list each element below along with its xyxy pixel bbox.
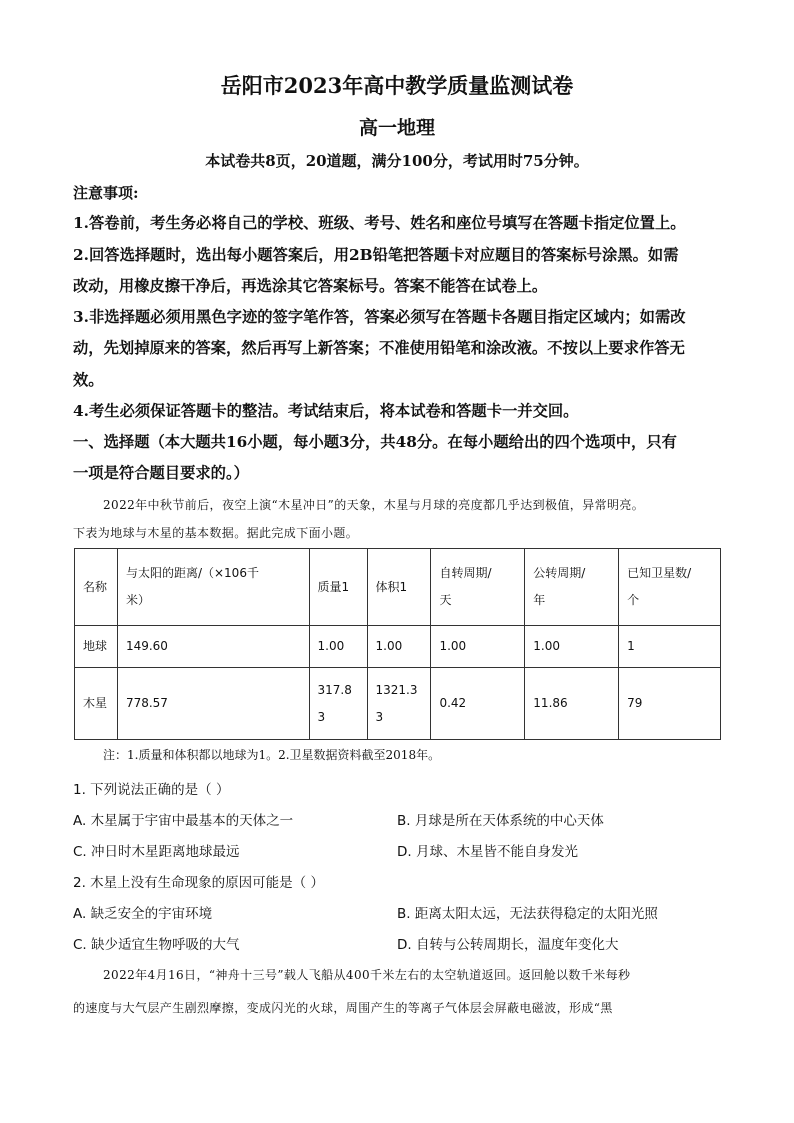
notice-line: 1.答卷前，考生务必将自己的学校、班级、考号、姓名和座位号填写在答题卡指定位置上。: [73, 214, 686, 232]
table-cell: 地球: [75, 626, 118, 668]
table-header-row: [75, 549, 721, 626]
table-cell: 79: [619, 668, 721, 740]
exam-title: 岳阳市2023年高中教学质量监测试卷: [220, 73, 574, 98]
option-a: A. 木星属于宇宙中最基本的天体之一: [73, 813, 294, 829]
table-cell: 778.57: [117, 668, 309, 740]
table-cell: 0.42: [431, 668, 525, 740]
notice-line: 效。: [73, 371, 104, 389]
table-cell: 11.86: [525, 668, 619, 740]
table-cell: 木星: [75, 668, 118, 740]
table-cell: 149.60: [117, 626, 309, 668]
table-note: 注：1.质量和体积都以地球为1。2.卫星数据资料截至2018年。: [103, 748, 441, 762]
planet-data-table: [74, 548, 721, 740]
notice-line: 4.考生必须保证答题卡的整洁。考试结束后，将本试卷和答题卡一并交回。: [73, 402, 579, 420]
option-d: D. 月球、木星皆不能自身发光: [397, 844, 578, 860]
option-a: A. 缺乏安全的宇宙环境: [73, 906, 213, 922]
passage-line: 2022年中秋节前后，夜空上演“木星冲日”的天象，木星与月球的亮度都几乎达到极值，异常明亮。: [103, 498, 645, 512]
question-stem: 2. 木星上没有生命现象的原因可能是（ ）: [73, 875, 324, 891]
table-row: [75, 668, 721, 740]
table-row: [75, 626, 721, 668]
section-heading: 一、选择题（本大题共16小题，每小题3分，共48分。在每小题给出的四个选项中，只有: [73, 433, 677, 451]
exam-info: 本试卷共8页，20道题，满分100分，考试用时75分钟。: [205, 152, 589, 170]
header-cell: 体积1: [367, 549, 431, 626]
option-c: C. 冲日时木星距离地球最远: [73, 844, 240, 860]
table-cell: 1.00: [367, 626, 431, 668]
header-cell: 名称: [75, 549, 118, 626]
header-cell: 与太阳的距离/（×106千 米）: [117, 549, 309, 626]
table-cell: 317.8 3: [309, 668, 367, 740]
passage-line: 的速度与大气层产生剧烈摩擦，变成闪光的火球，周围产生的等离子气体层会屏蔽电磁波，形成“黑: [73, 1001, 613, 1015]
notice-line: 3.非选择题必须用黑色字迹的签字笔作答，答案必须写在答题卡各题目指定区域内；如需改: [73, 308, 686, 326]
question-stem: 1. 下列说法正确的是（ ）: [73, 782, 230, 798]
notice-line: 2.回答选择题时，选出每小题答案后，用2B铅笔把答题卡对应题目的答案标号涂黑。如需: [73, 246, 679, 264]
table-cell: 1.00: [525, 626, 619, 668]
notice-heading: 注意事项:: [73, 184, 139, 202]
header-cell: 公转周期/ 年: [525, 549, 619, 626]
option-b: B. 距离太阳太远，无法获得稳定的太阳光照: [397, 906, 658, 922]
table-cell: 1.00: [431, 626, 525, 668]
table-cell: 1.00: [309, 626, 367, 668]
option-c: C. 缺少适宜生物呼吸的大气: [73, 937, 240, 953]
header-cell: 已知卫星数/ 个: [619, 549, 721, 626]
option-b: B. 月球是所在天体系统的中心天体: [397, 813, 604, 829]
notice-line: 动，先划掉原来的答案，然后再写上新答案；不准使用铅笔和涂改液。不按以上要求作答无: [73, 339, 685, 357]
option-d: D. 自转与公转周期长，温度年变化大: [397, 937, 619, 953]
notice-line: 改动，用橡皮擦干净后，再选涂其它答案标号。答案不能答在试卷上。: [73, 277, 548, 295]
header-cell: 自转周期/ 天: [431, 549, 525, 626]
passage-line: 2022年4月16日，“神舟十三号”载人飞船从400千米左右的太空轨道返回。返回舱以数千米每秒: [103, 968, 631, 982]
header-cell: 质量1: [309, 549, 367, 626]
exam-subject: 高一地理: [358, 117, 435, 139]
table-cell: 1321.3 3: [367, 668, 431, 740]
section-heading-cont: 一项是符合题目要求的。）: [73, 464, 249, 482]
passage-line: 下表为地球与木星的基本数据。据此完成下面小题。: [73, 526, 359, 540]
table-cell: 1: [619, 626, 721, 668]
